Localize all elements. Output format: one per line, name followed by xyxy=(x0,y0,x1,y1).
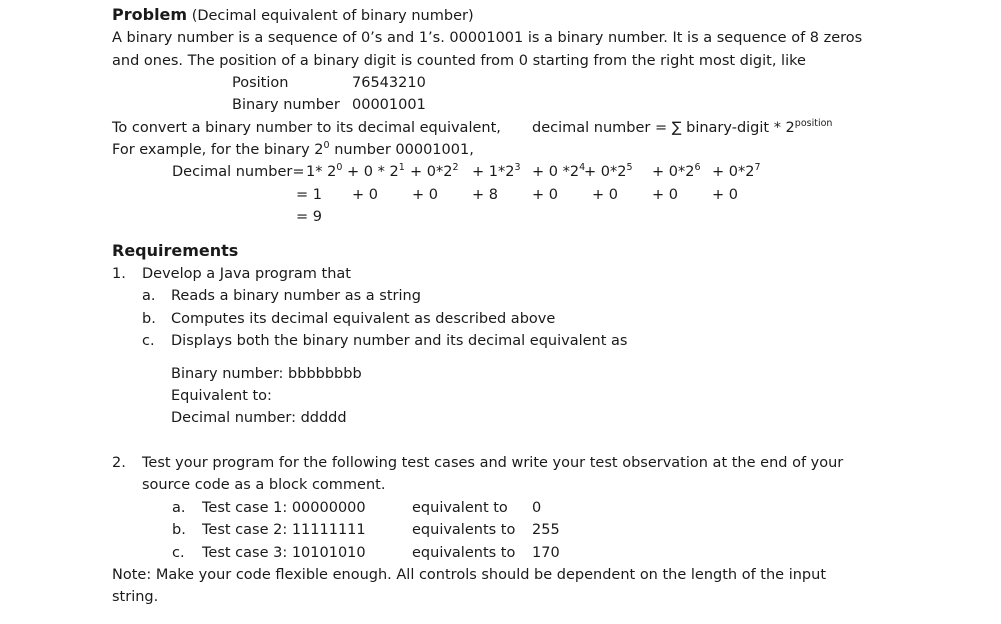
problem-text-line-1: A binary number is a sequence of 0’s and 1’s. 00001001 is a binary number. It is a sequence of 8 zeros xyxy=(112,30,863,46)
eq-value: + 8 xyxy=(472,187,498,203)
eq-value: + 0 xyxy=(652,187,678,203)
test-label: Test case 2: 11111111 xyxy=(202,522,366,538)
eq-term: + $1*2^3$ xyxy=(472,162,521,180)
formula-text: decimal number = ∑ binary-digit * $2^{position}$ xyxy=(532,118,833,136)
test-eq: equivalents to xyxy=(412,545,516,561)
eq-term: + $0*2^5$ xyxy=(584,162,633,180)
test-eq: equivalents to xyxy=(412,522,516,538)
sub-letter: b. xyxy=(142,311,156,327)
req-item-2-line-1: Test your program for the following test cases and write your test observation at the end of your xyxy=(142,455,844,471)
requirements-title: Requirements xyxy=(112,241,239,260)
decimal-number-label: Decimal number= xyxy=(172,164,305,180)
note-line-2: string. xyxy=(112,589,159,605)
test-label: Test case 1: 00000000 xyxy=(202,500,366,516)
test-letter: a. xyxy=(172,500,186,516)
test-value: 0 xyxy=(532,500,542,516)
req-item-2-number: 2. xyxy=(112,455,126,471)
problem-text-line-2: and ones. The position of a binary digit is counted from 0 starting from the right most digit, like xyxy=(112,53,806,69)
output-line: Equivalent to: xyxy=(171,388,272,404)
sub-letter: c. xyxy=(142,333,155,349)
test-label: Test case 3: 10101010 xyxy=(202,545,366,561)
req-item-2-line-2: source code as a block comment. xyxy=(142,477,386,493)
eq-value: + 0 xyxy=(532,187,558,203)
sub-text: Displays both the binary number and its decimal equivalent as xyxy=(171,333,628,349)
test-eq: equivalent to xyxy=(412,500,508,516)
eq-term: + $0*2^6$ xyxy=(652,162,701,180)
eq-value: + 0 xyxy=(592,187,618,203)
eq-value: + 0 xyxy=(352,187,378,203)
eq-term: + $0 * 2^1$ xyxy=(347,162,405,180)
eq-value: + 0 xyxy=(712,187,738,203)
position-value: 76543210 xyxy=(352,75,426,91)
eq-term: + $0*2^2$ xyxy=(410,162,459,180)
sub-text: Reads a binary number as a string xyxy=(171,288,421,304)
position-label: Position xyxy=(232,75,289,91)
note-line-1: Note: Make your code flexible enough. All controls should be dependent on the length of the input xyxy=(112,567,827,583)
problem-heading xyxy=(112,5,474,26)
req-item-1-text: Develop a Java program that xyxy=(142,266,351,282)
binary-number-label: Binary number xyxy=(232,97,340,113)
example-text: For example, for the binary $2^0$ number 00001001, xyxy=(112,140,474,158)
eq-result: = 9 xyxy=(296,209,322,225)
problem-title: Problem xyxy=(112,5,188,24)
eq-term: 1* $2^0$ xyxy=(306,162,343,180)
test-value: 255 xyxy=(532,522,560,538)
eq-term: + 0 $*2^4$ xyxy=(532,162,586,180)
sub-text: Computes its decimal equivalent as described above xyxy=(171,311,556,327)
output-line: Decimal number: ddddd xyxy=(171,410,347,426)
eq-value: + 0 xyxy=(412,187,438,203)
req-item-1-number: 1. xyxy=(112,266,126,282)
test-letter: b. xyxy=(172,522,186,538)
eq-value: = 1 xyxy=(296,187,322,203)
output-line: Binary number: bbbbbbbb xyxy=(171,366,362,382)
binary-number-value: 00001001 xyxy=(352,97,426,113)
problem-subtitle: (Decimal equivalent of binary number) xyxy=(191,8,474,24)
test-letter: c. xyxy=(172,545,185,561)
convert-text: To convert a binary number to its decimal equivalent, xyxy=(112,120,501,136)
test-value: 170 xyxy=(532,545,560,561)
eq-term: + $0*2^7$ xyxy=(712,162,761,180)
sub-letter: a. xyxy=(142,288,156,304)
